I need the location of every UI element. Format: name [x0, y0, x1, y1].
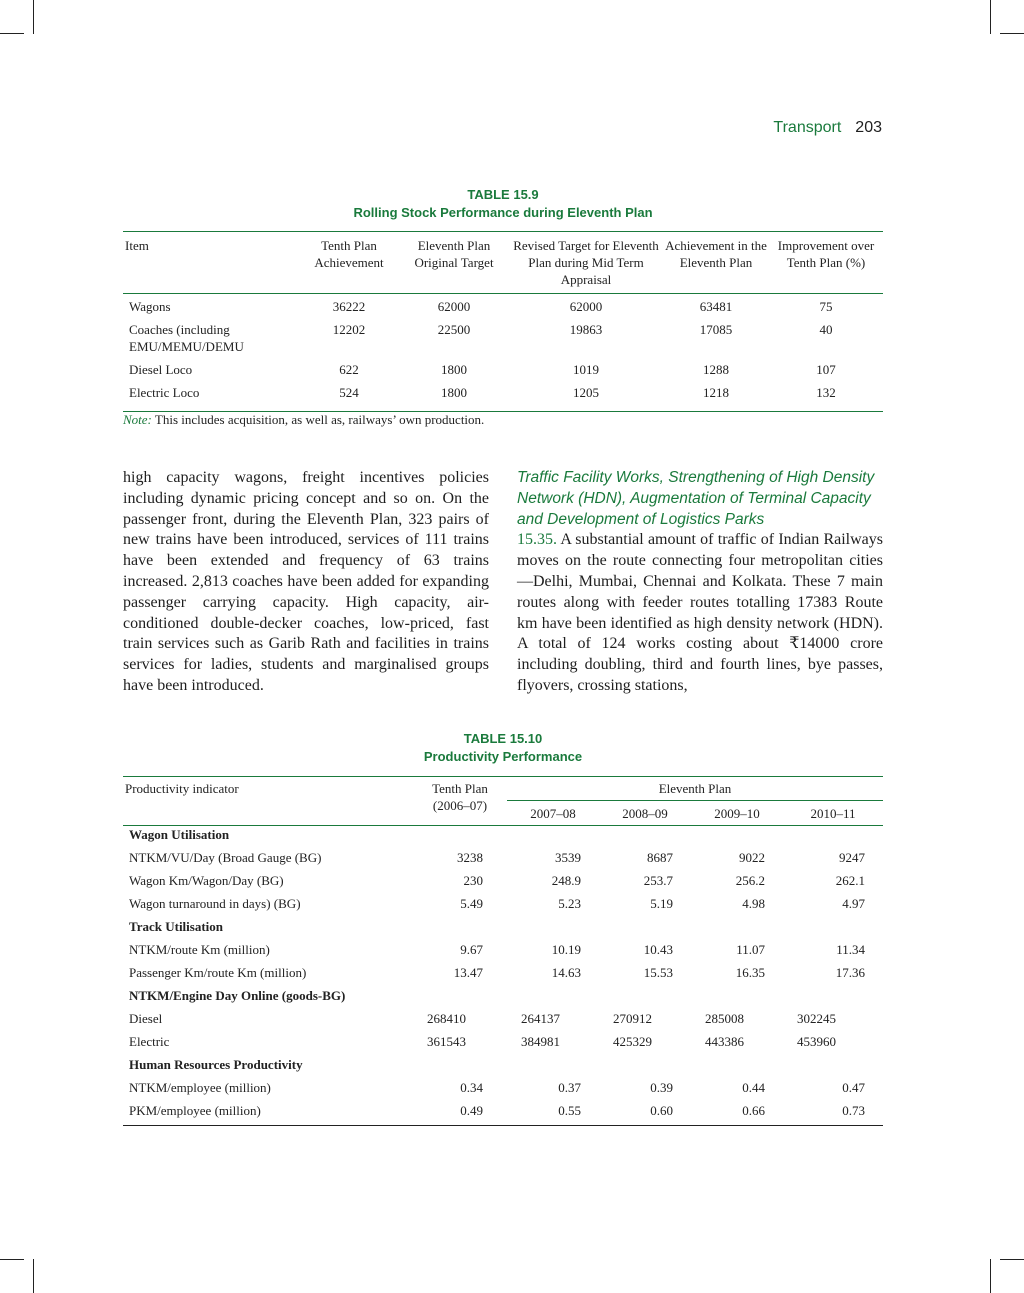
section-title: Human Resources Productivity [129, 1057, 303, 1072]
section-heading: Traffic Facility Works, Strengthening of High Density Network (HDN), Augmentation of Terminal Capacity and Development of Logistics Parks [517, 469, 875, 528]
table-section-row [123, 918, 883, 941]
table-row [123, 1033, 883, 1056]
year-header: 2009–10 [691, 801, 783, 826]
table-cell: 10.19 [551, 942, 581, 957]
table-cell: 5.49 [460, 896, 483, 911]
table-cell: 0.34 [460, 1080, 483, 1095]
table-cell: 9247 [839, 850, 865, 865]
table-cell: 22500 [437, 322, 471, 337]
table-cell: 1218 [703, 385, 729, 400]
row-label: NTKM/VU/Day (Broad Gauge (BG) [129, 850, 322, 865]
table-section-row [123, 1056, 883, 1079]
column-header: Improvement over Tenth Plan (%) [777, 238, 875, 270]
table-note [123, 412, 484, 428]
row-label: Diesel Loco [129, 362, 193, 377]
table-cell: 453960 [797, 1034, 836, 1049]
column-header: Revised Target for Eleventh Plan during Mid Term Appraisal [513, 238, 659, 287]
crop-mark [990, 1259, 991, 1293]
table-cell: 10.43 [643, 942, 673, 957]
table-cell: 248.9 [551, 873, 581, 888]
table-cell: 285008 [705, 1011, 744, 1026]
crop-mark [33, 0, 34, 34]
column-header: Item [125, 238, 149, 253]
row-label: Diesel [129, 1011, 163, 1026]
table-cell: 14.63 [551, 965, 581, 980]
table-cell: 0.37 [558, 1080, 581, 1095]
table-cell: 0.44 [742, 1080, 765, 1095]
crop-mark [990, 0, 991, 34]
table-cell: 264137 [521, 1011, 560, 1026]
column-header: Productivity indicator [125, 781, 239, 796]
table-cell: 0.47 [842, 1080, 865, 1095]
table-cell: 9.67 [460, 942, 483, 957]
table-cell: 524 [339, 385, 359, 400]
table-cell: 40 [819, 322, 833, 337]
table-row [123, 964, 883, 987]
table-cell: 107 [816, 362, 836, 377]
row-label: NTKM/route Km (million) [129, 942, 270, 957]
table-row [123, 1102, 883, 1126]
table-cell: 132 [816, 385, 836, 400]
row-label: Wagons [129, 299, 171, 314]
table-cell: 36222 [332, 299, 366, 314]
table-cell: 0.60 [650, 1103, 673, 1118]
table-cell: 63481 [699, 299, 733, 314]
section-title: NTKM/Engine Day Online (goods-BG) [129, 988, 346, 1003]
paragraph [517, 530, 883, 696]
table-row [123, 321, 883, 361]
tenth-plan-year: (2006–07) [432, 798, 488, 813]
column-header: Achievement in the Eleventh Plan [665, 238, 767, 270]
table-15-10-caption [123, 730, 883, 766]
table-row [123, 1079, 883, 1102]
table-cell: 361543 [427, 1034, 466, 1049]
table-section-row [123, 987, 883, 1010]
table-cell: 0.73 [842, 1103, 865, 1118]
table-cell: 62000 [437, 299, 471, 314]
crop-mark [33, 1259, 34, 1293]
table-row [123, 872, 883, 895]
table-cell: 0.49 [460, 1103, 483, 1118]
column-header [413, 777, 507, 826]
table-label: TABLE 15.9 [467, 187, 539, 202]
table-cell: 0.39 [650, 1080, 673, 1095]
table-cell: 1205 [573, 385, 599, 400]
table-row [123, 1010, 883, 1033]
table-cell: 3238 [457, 850, 483, 865]
crop-mark [0, 1259, 24, 1260]
table-cell: 15.53 [643, 965, 673, 980]
table-cell: 1800 [441, 362, 467, 377]
row-label: PKM/employee (million) [129, 1103, 261, 1118]
table-cell: 1288 [703, 362, 729, 377]
table-15-9-caption [123, 186, 883, 222]
row-label: Coaches (including EMU/MEMU/DEMU [129, 322, 244, 354]
table-cell: 19863 [569, 322, 603, 337]
table-cell: 8687 [647, 850, 673, 865]
crop-mark [1000, 1259, 1024, 1260]
tenth-plan-header: Tenth Plan [432, 781, 488, 796]
page-number: 203 [855, 119, 882, 136]
row-label: Wagon turnaround in days) (BG) [129, 896, 301, 911]
table-cell: 1019 [573, 362, 599, 377]
table-cell: 11.34 [836, 942, 865, 957]
table-cell: 268410 [427, 1011, 466, 1026]
table-cell: 384981 [521, 1034, 560, 1049]
table-cell: 302245 [797, 1011, 836, 1026]
running-head [773, 119, 882, 137]
table-cell: 270912 [613, 1011, 652, 1026]
table-cell: 17.36 [835, 965, 865, 980]
section-title: Wagon Utilisation [129, 827, 230, 842]
section-title: Track Utilisation [129, 919, 224, 934]
table-cell: 4.98 [742, 896, 765, 911]
table-section-row [123, 826, 883, 850]
table-label: TABLE 15.10 [463, 731, 543, 746]
table-title: Rolling Stock Performance during Eleventh Plan [353, 205, 653, 220]
table-cell: 62000 [569, 299, 603, 314]
table-rolling-stock [123, 231, 883, 412]
row-label: Wagon Km/Wagon/Day (BG) [129, 873, 284, 888]
table-row [123, 895, 883, 918]
table-row [123, 361, 883, 384]
year-header: 2010–11 [783, 801, 883, 826]
table-row [123, 941, 883, 964]
paragraph-text: A substantial amount of traffic of Indian Railways moves on the route connecting four metropolitan cities—Delhi, Mumbai, Chennai and Kolkata. These 7 main routes along with feeder routes totalling 17383 Route km have been identified as high density network (HDN). A total of 124 works costing about ₹14000 crore including doubling, third and fourth lines, bye passes, flyovers, crossing stations, [517, 531, 883, 694]
table-cell: 0.55 [558, 1103, 581, 1118]
year-header: 2007–08 [507, 801, 599, 826]
year-header: 2008–09 [599, 801, 691, 826]
crop-mark [1000, 33, 1024, 34]
table-cell: 12202 [332, 322, 366, 337]
note-label: Note: [123, 412, 152, 427]
body-column-left [123, 468, 489, 697]
table-cell: 9022 [739, 850, 765, 865]
paragraph: high capacity wagons, freight incentives policies including dynamic pricing concept and so on. On the passenger front, during the Eleventh Plan, 323 pairs of new trains have been introduced, services of 111 trains have been extended and frequency of 63 trains increased. 2,813 coaches have been added for expanding passenger carrying capacity. High capacity, air-conditioned double-decker coaches, low-priced, fast train services such as Garib Rath and facilities in trains services for ladies, students and marginalised groups have been introduced. [123, 469, 489, 694]
note-text: This includes acquisition, as well as, railways’ own production. [154, 412, 485, 427]
table-cell: 11.07 [736, 942, 765, 957]
table-cell: 16.35 [735, 965, 765, 980]
table-cell: 262.1 [835, 873, 865, 888]
table-cell: 253.7 [643, 873, 673, 888]
table-productivity [123, 776, 883, 1126]
crop-mark [0, 33, 24, 34]
table-cell: 5.23 [558, 896, 581, 911]
table-row [123, 384, 883, 412]
table-cell: 5.19 [650, 896, 673, 911]
table-cell: 256.2 [735, 873, 765, 888]
table-cell: 443386 [705, 1034, 744, 1049]
table-cell: 4.97 [842, 896, 865, 911]
table-row [123, 849, 883, 872]
paragraph-number: 15.35. [517, 531, 557, 549]
table-cell: 0.66 [742, 1103, 765, 1118]
body-column-right [517, 468, 883, 697]
table-title: Productivity Performance [423, 749, 583, 764]
table-cell: 1800 [441, 385, 467, 400]
row-label: Electric [129, 1034, 170, 1049]
table-row [123, 294, 883, 322]
column-header: Eleventh Plan [658, 781, 732, 796]
table-cell: 3539 [555, 850, 581, 865]
row-label: Passenger Km/route Km (million) [129, 965, 307, 980]
table-cell: 75 [819, 299, 833, 314]
section-title: Transport [773, 119, 842, 136]
table-cell: 230 [463, 873, 483, 888]
row-label: NTKM/employee (million) [129, 1080, 271, 1095]
table-cell: 622 [339, 362, 359, 377]
table-cell: 17085 [699, 322, 733, 337]
column-header: Eleventh Plan Original Target [414, 238, 494, 270]
table-cell: 425329 [613, 1034, 652, 1049]
column-header: Tenth Plan Achievement [314, 238, 384, 270]
table-cell: 13.47 [453, 965, 483, 980]
row-label: Electric Loco [129, 385, 200, 400]
